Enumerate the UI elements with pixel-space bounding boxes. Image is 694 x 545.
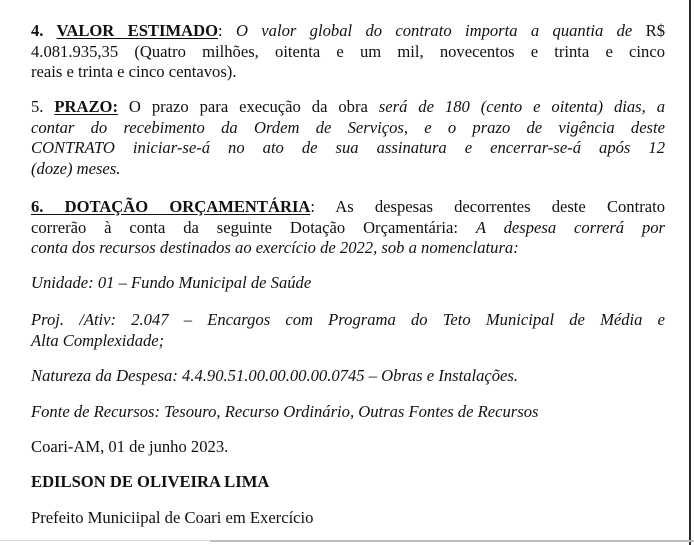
valor-currency: R$ bbox=[632, 21, 665, 40]
unidade-line: Unidade: 01 – Fundo Municipal de Saúde bbox=[31, 273, 312, 292]
valor-heading: VALOR ESTIMADO bbox=[56, 21, 218, 40]
dotacao-separator: : bbox=[310, 197, 336, 216]
prazo-line-4: (doze) meses. bbox=[31, 158, 121, 178]
section-proj-ativ bbox=[31, 310, 665, 351]
valor-line-1 bbox=[31, 21, 665, 42]
dotacao-text-1: As despesas decorrentes deste Contrato bbox=[335, 197, 666, 216]
prazo-text-italic: será de 180 (cento e oitenta) dias, a bbox=[378, 97, 666, 116]
signatory-title: Prefeito Municiipal de Coari em Exercício bbox=[31, 508, 314, 527]
projativ-line-1: Proj. /Ativ: 2.047 – Encargos com Programa do Teto Municipal de Média e bbox=[31, 310, 665, 329]
valor-line-2: 4.081.935,35 (Quatro milhões, oitenta e um mil, novecentos e trinta e cinco bbox=[31, 41, 665, 61]
dotacao-line-3: conta dos recursos destinados ao exercício de 2022, sob a nomenclatura: bbox=[31, 238, 519, 257]
dotacao-text-plain: correrão à conta da seguinte Dotação Orçamentária: bbox=[31, 217, 476, 237]
fonte-line: Fonte de Recursos: Tesouro, Recurso Ordinário, Outras Fontes de Recursos bbox=[31, 402, 539, 421]
prazo-line-1 bbox=[31, 97, 665, 118]
dotacao-line-2 bbox=[31, 218, 665, 239]
section-valor-estimado bbox=[31, 21, 665, 83]
section-dotacao bbox=[31, 197, 665, 259]
dotacao-heading: 6. DOTAÇÃO ORÇAMENTÁRIA bbox=[31, 197, 311, 216]
signatory-name: EDILSON DE OLIVEIRA LIMA bbox=[31, 472, 270, 491]
prazo-heading: PRAZO: bbox=[54, 97, 118, 116]
valor-line-3: reais e trinta e cinco centavos). bbox=[31, 62, 237, 81]
date-place-line: Coari-AM, 01 de junho 2023. bbox=[31, 437, 229, 456]
dotacao-text-italic: A despesa correrá por bbox=[475, 217, 665, 237]
prazo-line-3: CONTRATO iniciar-se-á no ato de sua assinatura e encerrar-se-á após 12 bbox=[31, 138, 665, 157]
prazo-number: 5. bbox=[31, 97, 55, 116]
prazo-line-2: contar do recebimento da Ordem de Serviços, e o prazo de vigência deste bbox=[31, 117, 665, 137]
valor-number: 4. bbox=[31, 21, 57, 40]
valor-separator: : bbox=[218, 21, 236, 40]
section-prazo bbox=[31, 97, 665, 179]
valor-text-italic: O valor global do contrato importa a quantia de bbox=[235, 21, 633, 40]
projativ-line-2: Alta Complexidade; bbox=[31, 330, 165, 350]
page-bottom-rule-shadow bbox=[210, 540, 694, 542]
natureza-line: Natureza da Despesa: 4.4.90.51.00.00.00.00.0745 – Obras e Instalações. bbox=[31, 366, 519, 385]
page-right-border bbox=[689, 0, 691, 545]
prazo-text-plain: O prazo para execução da obra bbox=[118, 97, 379, 116]
dotacao-line-1 bbox=[31, 197, 665, 218]
